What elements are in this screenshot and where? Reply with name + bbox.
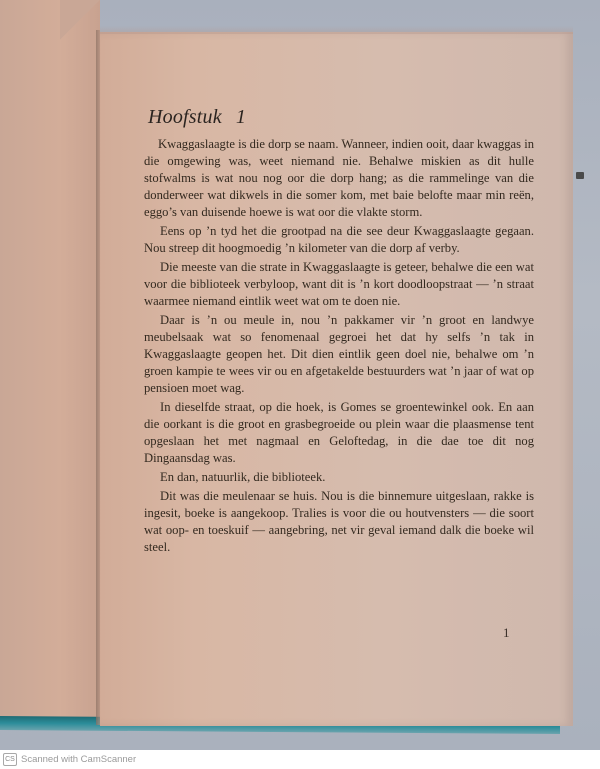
paragraph: In dieselfde straat, op die hoek, is Gomes se groentewinkel ook. En aan die oorkant is die groot en grasbegroeide ou plein waar die plaasmense tent opgeslaan het met nagmaal en Geloftedag, in die dae toe dit nog Dingaansdag was. [144, 400, 534, 465]
left-page [0, 0, 100, 726]
page-marker-tab [576, 172, 584, 179]
chapter-number: 1 [235, 106, 247, 128]
paragraph: En dan, natuurlik, die biblioteek. [160, 470, 326, 484]
paragraph: Kwaggaslaagte is die dorp se naam. Wanneer, indien ooit, daar kwaggas in die omgewing was, weet niemand nie. Behalwe miskien as dit hulle stofwalms is wat nou nog oor die dorp hang; as die rammelinge van die donderweer wat dikwels in die somer kom, met baie belofte maar min reën, eggo’s van duisende hoewe is wat oor die vlakte storm. [144, 137, 534, 219]
paragraph: Daar is ’n ou meule in, nou ’n pakkamer vir ’n groot en landwye meubelsaak wat so fenomenaal gegroei het dat hy selfs ’n tak in Kwaggaslaagte geopen het. Dit dien eintlik geen doel nie, behalwe om ’n groen kampie te wees vir ou en afgetakelde bestuurders wat ’n jaar of wat op pensioen moet wag. [144, 313, 534, 395]
chapter-title: Hoofstuk [148, 106, 222, 128]
paragraph: Eens op ’n tyd het die grootpad na die see deur Kwaggaslaagte gegaan. Nou streep dit hoogmoedig ’n kilometer van die dorp af verby. [144, 224, 534, 255]
paragraph: Die meeste van die strate in Kwaggaslaagte is geteer, behalwe die een wat voor die biblioteek verbyloop, want dit is ’n kort doodloopstraat — ’n straat waarmee niemand eintlik weet wat om te doen nie. [144, 260, 534, 308]
chapter-body [144, 136, 534, 558]
scanner-watermark [3, 752, 136, 766]
camscanner-logo-icon: CS [3, 753, 17, 766]
paragraph: Dit was die meulenaar se huis. Nou is die binnemure uitgeslaan, rakke is ingesit, boeke is aangekoop. Tralies is voor die ou houtvensters — die soort wat oop- en toeskuif — aangebring, net vir geval iemand dalk die boeke wil steel. [144, 489, 534, 554]
watermark-label: Scanned with CamScanner [21, 753, 137, 765]
book-gutter [96, 30, 100, 725]
page-number: 1 [503, 625, 510, 640]
chapter-heading [148, 106, 246, 129]
